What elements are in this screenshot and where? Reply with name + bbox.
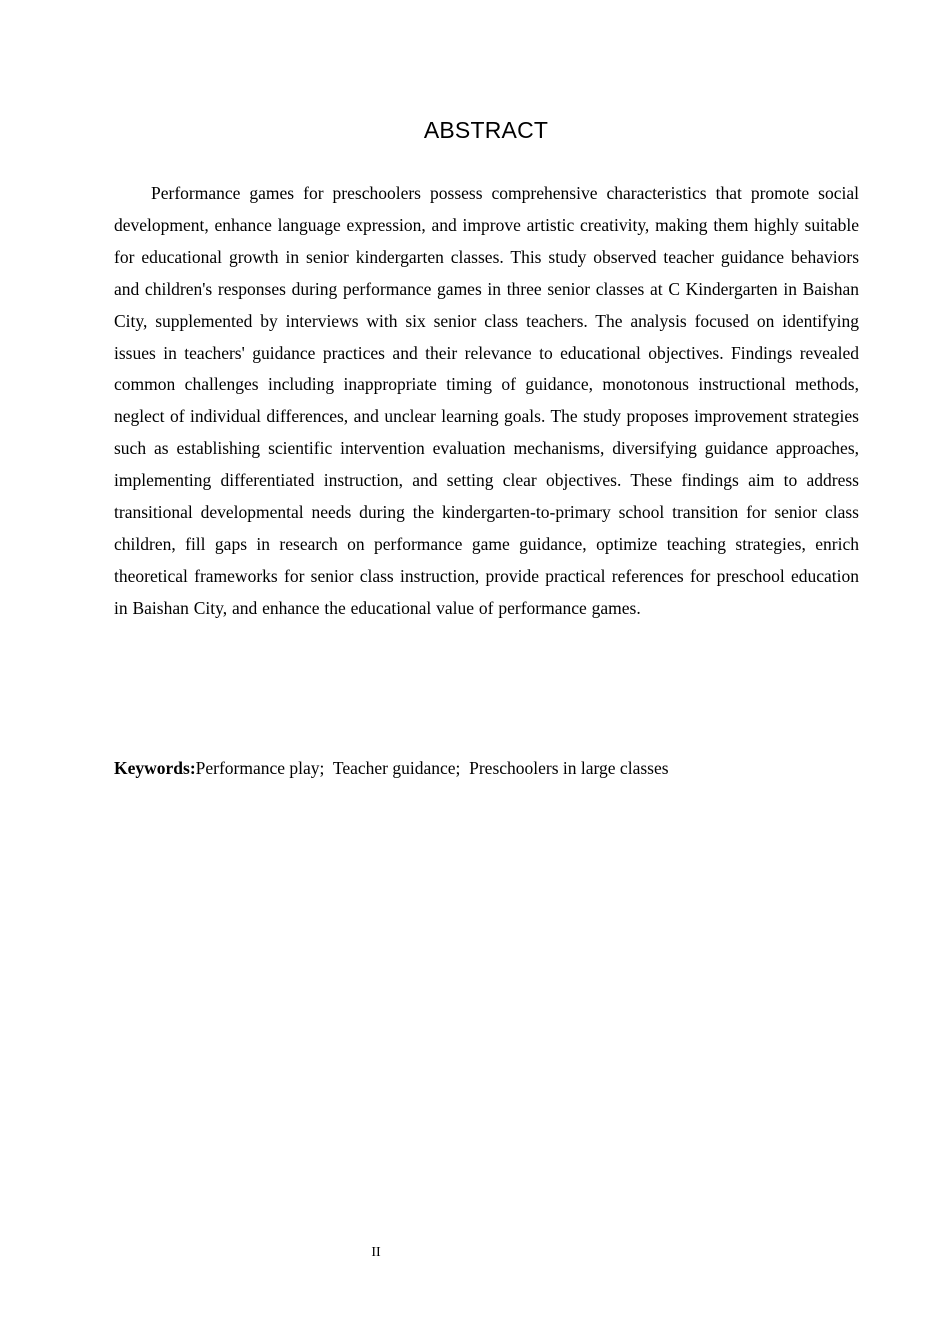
page-number: II	[371, 1245, 381, 1260]
keywords-line	[114, 754, 859, 782]
keywords-list: Performance play; Teacher guidance; Preschoolers in large classes	[195, 758, 669, 778]
abstract-paragraph: Performance games for preschoolers possess comprehensive characteristics that promote social development, enhance language expression, and improve artistic creativity, making them highly suitable for educational growth in senior kindergarten classes. This study observed teacher guidance behaviors and children's responses during performance games in three senior classes at C Kindergarten in Baishan City, supplemented by interviews with six senior class teachers. The analysis focused on identifying issues in teachers' guidance practices and their relevance to educational objectives. Findings revealed common challenges including inappropriate timing of guidance, monotonous instructional methods, neglect of individual differences, and unclear learning goals. The study proposes improvement strategies such as establishing scientific intervention evaluation mechanisms, diversifying guidance approaches, implementing differentiated instruction, and setting clear objectives. These findings aim to address transitional developmental needs during the kindergarten-to-primary school transition for senior class children, fill gaps in research on performance game guidance, optimize teaching strategies, enrich theoretical frameworks for senior class instruction, provide practical references for preschool education in Baishan City, and enhance the educational value of performance games.	[114, 183, 859, 618]
abstract-title: ABSTRACT	[423, 117, 549, 143]
keywords-label: Keywords:	[114, 758, 196, 778]
